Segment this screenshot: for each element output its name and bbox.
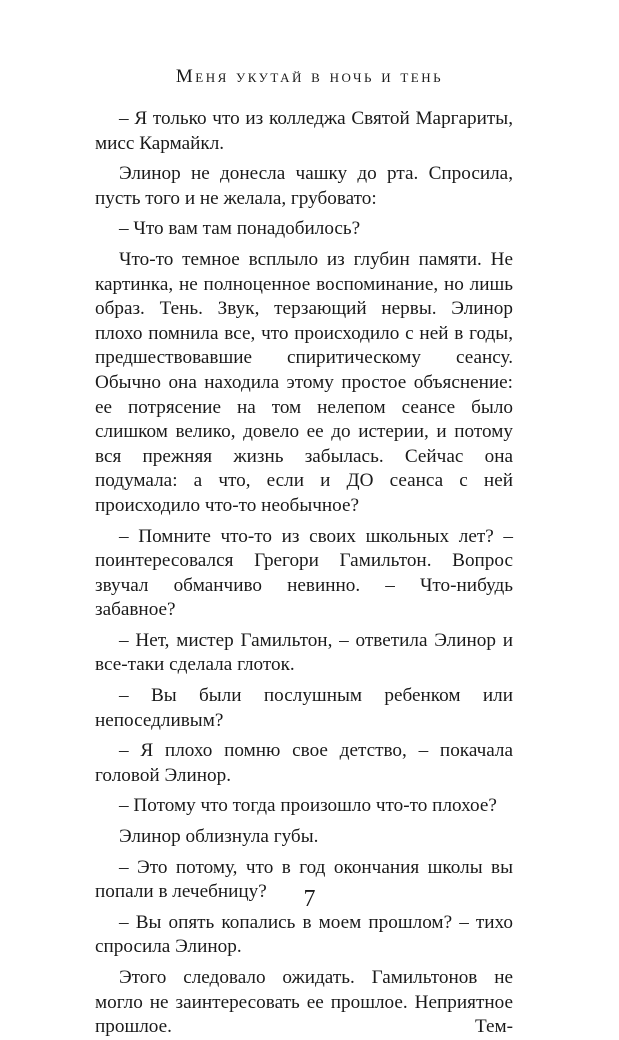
- page-number: 7: [303, 886, 316, 912]
- paragraph: Что-то темное всплыло из глубин памяти. Не картинка, не полноценное воспоминание, но лишь образ. Тень. Звук, терзающий нервы. Элинор плохо помнила все, что происходило с ней в годы, предшествовавшие спиритическому сеансу. Обычно она находила этому простое объяснение: ее потрясение на том нелепом сеансе было слишком велико, довело ее до истерии, и потому вся прежняя жизнь забылась. Сейчас она подумала: а что, если и ДО сеанса с ней происходило что-то необычное?: [95, 248, 513, 516]
- paragraph: – Потому что тогда произошло что-то плохое?: [119, 795, 497, 817]
- running-header: Меня укутай в ночь и тень: [175, 66, 444, 87]
- paragraph: Элинор не донесла чашку до рта. Спросила, пусть того и не желала, грубовато:: [95, 163, 513, 209]
- paragraph: Элинор облизнула губы.: [119, 826, 319, 848]
- paragraph: – Что вам там понадобилось?: [119, 218, 361, 240]
- paragraph: – Это потому, что в год окончания школы вы попали в лечебницу?: [95, 856, 513, 903]
- paragraph: Этого следовало ожидать. Гамильтонов не могло не заинтересовать ее прошлое. Неприятное прошлое. Тем-: [95, 967, 513, 1038]
- paragraph: – Вы были послушным ребенком или непоседливым?: [95, 685, 513, 731]
- paragraph: – Вы опять копались в моем прошлом? – тихо спросила Элинор.: [95, 911, 513, 958]
- paragraph: – Я плохо помню свое детство, – покачала головой Элинор.: [95, 740, 513, 786]
- paragraph: – Помните что-то из своих школьных лет? – поинтересовался Грегори Гамильтон. Вопрос звучал обманчиво невинно. – Что-нибудь забавное?: [95, 525, 513, 621]
- paragraph: – Я только что из колледжа Святой Маргариты, мисс Кармайкл.: [95, 108, 513, 154]
- paragraph: – Нет, мистер Гамильтон, – ответила Элинор и все-таки сделала глоток.: [95, 629, 513, 676]
